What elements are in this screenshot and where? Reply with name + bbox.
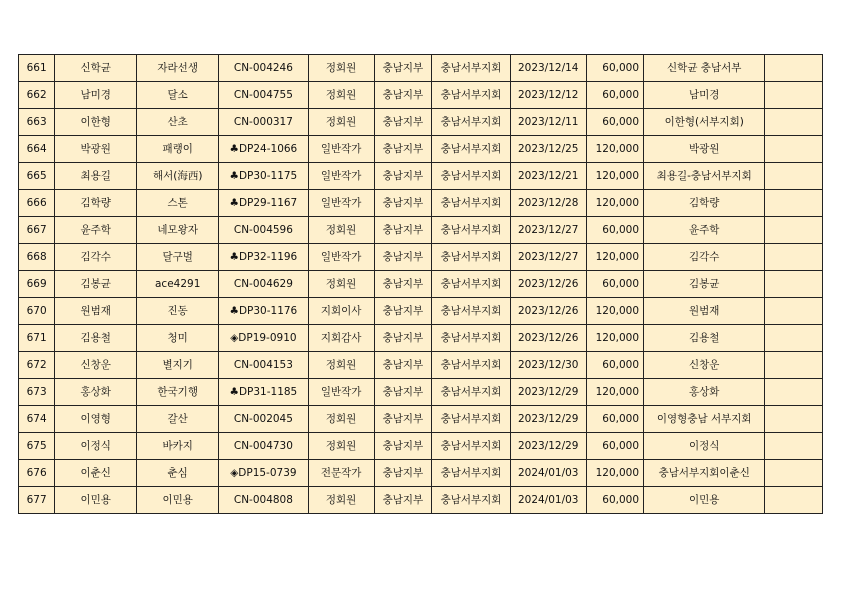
- fee-amount-cell: 120,000: [586, 244, 644, 271]
- chapter-cell: 충남서부지회: [432, 460, 511, 487]
- row-number-cell: 669: [19, 271, 55, 298]
- note-cell: [765, 298, 823, 325]
- note-cell: [765, 433, 823, 460]
- member-id-cell: ♣DP31-1185: [219, 379, 308, 406]
- chapter-cell: 충남서부지회: [432, 379, 511, 406]
- depositor-name-cell: 김용철: [644, 325, 765, 352]
- note-cell: [765, 352, 823, 379]
- note-cell: [765, 163, 823, 190]
- table-row: [19, 460, 823, 487]
- member-name-cell: 이정식: [55, 433, 137, 460]
- member-id-cell: ◈DP15-0739: [219, 460, 308, 487]
- membership-grade-cell: 일반작가: [308, 163, 374, 190]
- branch-cell: 충남지부: [374, 190, 432, 217]
- row-number-cell: 675: [19, 433, 55, 460]
- branch-cell: 충남지부: [374, 136, 432, 163]
- nickname-cell: 청미: [137, 325, 219, 352]
- table-row: [19, 136, 823, 163]
- branch-cell: 충남지부: [374, 109, 432, 136]
- note-cell: [765, 244, 823, 271]
- member-name-cell: 김학량: [55, 190, 137, 217]
- member-id-cell: CN-004629: [219, 271, 308, 298]
- payment-date-cell: 2023/12/25: [510, 136, 586, 163]
- member-name-cell: 김용철: [55, 325, 137, 352]
- payment-date-cell: 2023/12/26: [510, 325, 586, 352]
- note-cell: [765, 136, 823, 163]
- row-number-cell: 665: [19, 163, 55, 190]
- member-name-cell: 윤주학: [55, 217, 137, 244]
- chapter-cell: 충남서부지회: [432, 325, 511, 352]
- chapter-cell: 충남서부지회: [432, 487, 511, 514]
- note-cell: [765, 109, 823, 136]
- nickname-cell: 네모왕자: [137, 217, 219, 244]
- membership-grade-cell: 일반작가: [308, 244, 374, 271]
- member-id-cell: ♣DP32-1196: [219, 244, 308, 271]
- depositor-name-cell: 윤주학: [644, 217, 765, 244]
- membership-grade-cell: 일반작가: [308, 190, 374, 217]
- member-name-cell: 원범재: [55, 298, 137, 325]
- chapter-cell: 충남서부지회: [432, 352, 511, 379]
- table-row: [19, 406, 823, 433]
- branch-cell: 충남지부: [374, 163, 432, 190]
- membership-grade-cell: 일반작가: [308, 136, 374, 163]
- nickname-cell: 진동: [137, 298, 219, 325]
- member-name-cell: 남미경: [55, 82, 137, 109]
- membership-grade-cell: 일반작가: [308, 379, 374, 406]
- payment-date-cell: 2023/12/29: [510, 379, 586, 406]
- fee-amount-cell: 60,000: [586, 217, 644, 244]
- chapter-cell: 충남서부지회: [432, 433, 511, 460]
- note-cell: [765, 379, 823, 406]
- table-row: [19, 271, 823, 298]
- payment-date-cell: 2023/12/21: [510, 163, 586, 190]
- fee-amount-cell: 120,000: [586, 460, 644, 487]
- chapter-cell: 충남서부지회: [432, 82, 511, 109]
- depositor-name-cell: 김학량: [644, 190, 765, 217]
- member-name-cell: 신학균: [55, 55, 137, 82]
- branch-cell: 충남지부: [374, 406, 432, 433]
- branch-cell: 충남지부: [374, 460, 432, 487]
- table-row: [19, 244, 823, 271]
- fee-amount-cell: 120,000: [586, 136, 644, 163]
- payment-date-cell: 2023/12/26: [510, 271, 586, 298]
- membership-grade-cell: 정회원: [308, 433, 374, 460]
- fee-amount-cell: 120,000: [586, 379, 644, 406]
- branch-cell: 충남지부: [374, 271, 432, 298]
- row-number-cell: 671: [19, 325, 55, 352]
- fee-amount-cell: 60,000: [586, 352, 644, 379]
- depositor-name-cell: 이민용: [644, 487, 765, 514]
- note-cell: [765, 487, 823, 514]
- depositor-name-cell: 김봉균: [644, 271, 765, 298]
- chapter-cell: 충남서부지회: [432, 217, 511, 244]
- branch-cell: 충남지부: [374, 217, 432, 244]
- member-name-cell: 최용길: [55, 163, 137, 190]
- fee-amount-cell: 60,000: [586, 55, 644, 82]
- membership-grade-cell: 정회원: [308, 217, 374, 244]
- fee-amount-cell: 60,000: [586, 433, 644, 460]
- member-name-cell: 박광원: [55, 136, 137, 163]
- fee-amount-cell: 120,000: [586, 325, 644, 352]
- fee-amount-cell: 60,000: [586, 487, 644, 514]
- member-name-cell: 이영형: [55, 406, 137, 433]
- membership-grade-cell: 정회원: [308, 271, 374, 298]
- note-cell: [765, 82, 823, 109]
- payment-date-cell: 2023/12/29: [510, 433, 586, 460]
- payment-date-cell: 2024/01/03: [510, 460, 586, 487]
- nickname-cell: 이민용: [137, 487, 219, 514]
- chapter-cell: 충남서부지회: [432, 244, 511, 271]
- row-number-cell: 664: [19, 136, 55, 163]
- payment-date-cell: 2023/12/12: [510, 82, 586, 109]
- table-row: [19, 55, 823, 82]
- payment-date-cell: 2023/12/28: [510, 190, 586, 217]
- table-row: [19, 487, 823, 514]
- nickname-cell: 춘심: [137, 460, 219, 487]
- table-row: [19, 82, 823, 109]
- member-name-cell: 김봉균: [55, 271, 137, 298]
- fee-amount-cell: 60,000: [586, 271, 644, 298]
- table-row: [19, 190, 823, 217]
- nickname-cell: 자라선생: [137, 55, 219, 82]
- depositor-name-cell: 김각수: [644, 244, 765, 271]
- nickname-cell: 패랭이: [137, 136, 219, 163]
- member-id-cell: ♣DP30-1175: [219, 163, 308, 190]
- chapter-cell: 충남서부지회: [432, 163, 511, 190]
- fee-amount-cell: 60,000: [586, 82, 644, 109]
- membership-grade-cell: 지회감사: [308, 325, 374, 352]
- table-row: [19, 352, 823, 379]
- fee-amount-cell: 60,000: [586, 406, 644, 433]
- branch-cell: 충남지부: [374, 433, 432, 460]
- fee-amount-cell: 120,000: [586, 298, 644, 325]
- nickname-cell: 스톤: [137, 190, 219, 217]
- chapter-cell: 충남서부지회: [432, 136, 511, 163]
- payment-date-cell: 2023/12/11: [510, 109, 586, 136]
- payment-date-cell: 2023/12/27: [510, 244, 586, 271]
- depositor-name-cell: 원범재: [644, 298, 765, 325]
- member-name-cell: 이민용: [55, 487, 137, 514]
- row-number-cell: 666: [19, 190, 55, 217]
- depositor-name-cell: 신창운: [644, 352, 765, 379]
- chapter-cell: 충남서부지회: [432, 190, 511, 217]
- depositor-name-cell: 남미경: [644, 82, 765, 109]
- depositor-name-cell: 신학균 충남서부: [644, 55, 765, 82]
- depositor-name-cell: 박광원: [644, 136, 765, 163]
- branch-cell: 충남지부: [374, 82, 432, 109]
- row-number-cell: 662: [19, 82, 55, 109]
- depositor-name-cell: 충남서부지회이춘신: [644, 460, 765, 487]
- member-name-cell: 홍상화: [55, 379, 137, 406]
- membership-grade-cell: 지회이사: [308, 298, 374, 325]
- note-cell: [765, 460, 823, 487]
- membership-grade-cell: 정회원: [308, 55, 374, 82]
- table-row: [19, 109, 823, 136]
- nickname-cell: 해서(海西): [137, 163, 219, 190]
- depositor-name-cell: 최용길-충남서부지회: [644, 163, 765, 190]
- fee-amount-cell: 120,000: [586, 163, 644, 190]
- table-row: [19, 325, 823, 352]
- row-number-cell: 663: [19, 109, 55, 136]
- chapter-cell: 충남서부지회: [432, 406, 511, 433]
- member-id-cell: CN-004730: [219, 433, 308, 460]
- member-id-cell: ♣DP29-1167: [219, 190, 308, 217]
- note-cell: [765, 190, 823, 217]
- table-body: [19, 55, 823, 514]
- membership-grade-cell: 정회원: [308, 82, 374, 109]
- depositor-name-cell: 이영형충남 서부지회: [644, 406, 765, 433]
- membership-grade-cell: 정회원: [308, 352, 374, 379]
- note-cell: [765, 271, 823, 298]
- branch-cell: 충남지부: [374, 55, 432, 82]
- depositor-name-cell: 홍상화: [644, 379, 765, 406]
- nickname-cell: 바카지: [137, 433, 219, 460]
- member-id-cell: CN-004153: [219, 352, 308, 379]
- row-number-cell: 674: [19, 406, 55, 433]
- member-id-cell: CN-002045: [219, 406, 308, 433]
- nickname-cell: ace4291: [137, 271, 219, 298]
- branch-cell: 충남지부: [374, 244, 432, 271]
- branch-cell: 충남지부: [374, 298, 432, 325]
- table-row: [19, 433, 823, 460]
- row-number-cell: 667: [19, 217, 55, 244]
- membership-table: [18, 54, 823, 514]
- member-id-cell: CN-000317: [219, 109, 308, 136]
- payment-date-cell: 2024/01/03: [510, 487, 586, 514]
- member-name-cell: 이한형: [55, 109, 137, 136]
- row-number-cell: 672: [19, 352, 55, 379]
- chapter-cell: 충남서부지회: [432, 271, 511, 298]
- table-row: [19, 379, 823, 406]
- membership-grade-cell: 정회원: [308, 406, 374, 433]
- payment-date-cell: 2023/12/26: [510, 298, 586, 325]
- row-number-cell: 676: [19, 460, 55, 487]
- nickname-cell: 달구벌: [137, 244, 219, 271]
- branch-cell: 충남지부: [374, 487, 432, 514]
- row-number-cell: 668: [19, 244, 55, 271]
- member-name-cell: 이춘신: [55, 460, 137, 487]
- member-name-cell: 신창운: [55, 352, 137, 379]
- nickname-cell: 달소: [137, 82, 219, 109]
- row-number-cell: 670: [19, 298, 55, 325]
- fee-amount-cell: 120,000: [586, 190, 644, 217]
- table-row: [19, 217, 823, 244]
- member-id-cell: ◈DP19-0910: [219, 325, 308, 352]
- note-cell: [765, 325, 823, 352]
- member-name-cell: 김각수: [55, 244, 137, 271]
- member-id-cell: CN-004808: [219, 487, 308, 514]
- membership-grade-cell: 정회원: [308, 487, 374, 514]
- membership-grade-cell: 정회원: [308, 109, 374, 136]
- member-id-cell: ♣DP30-1176: [219, 298, 308, 325]
- payment-date-cell: 2023/12/30: [510, 352, 586, 379]
- chapter-cell: 충남서부지회: [432, 298, 511, 325]
- note-cell: [765, 55, 823, 82]
- chapter-cell: 충남서부지회: [432, 109, 511, 136]
- depositor-name-cell: 이한형(서부지회): [644, 109, 765, 136]
- payment-date-cell: 2023/12/14: [510, 55, 586, 82]
- payment-date-cell: 2023/12/29: [510, 406, 586, 433]
- payment-date-cell: 2023/12/27: [510, 217, 586, 244]
- depositor-name-cell: 이정식: [644, 433, 765, 460]
- note-cell: [765, 406, 823, 433]
- row-number-cell: 661: [19, 55, 55, 82]
- nickname-cell: 한국기행: [137, 379, 219, 406]
- table-row: [19, 163, 823, 190]
- branch-cell: 충남지부: [374, 325, 432, 352]
- row-number-cell: 673: [19, 379, 55, 406]
- nickname-cell: 별지기: [137, 352, 219, 379]
- table-row: [19, 298, 823, 325]
- row-number-cell: 677: [19, 487, 55, 514]
- member-id-cell: CN-004246: [219, 55, 308, 82]
- member-id-cell: CN-004755: [219, 82, 308, 109]
- nickname-cell: 산초: [137, 109, 219, 136]
- nickname-cell: 갈산: [137, 406, 219, 433]
- member-id-cell: ♣DP24-1066: [219, 136, 308, 163]
- chapter-cell: 충남서부지회: [432, 55, 511, 82]
- branch-cell: 충남지부: [374, 352, 432, 379]
- note-cell: [765, 217, 823, 244]
- fee-amount-cell: 60,000: [586, 109, 644, 136]
- member-id-cell: CN-004596: [219, 217, 308, 244]
- branch-cell: 충남지부: [374, 379, 432, 406]
- membership-grade-cell: 전문작가: [308, 460, 374, 487]
